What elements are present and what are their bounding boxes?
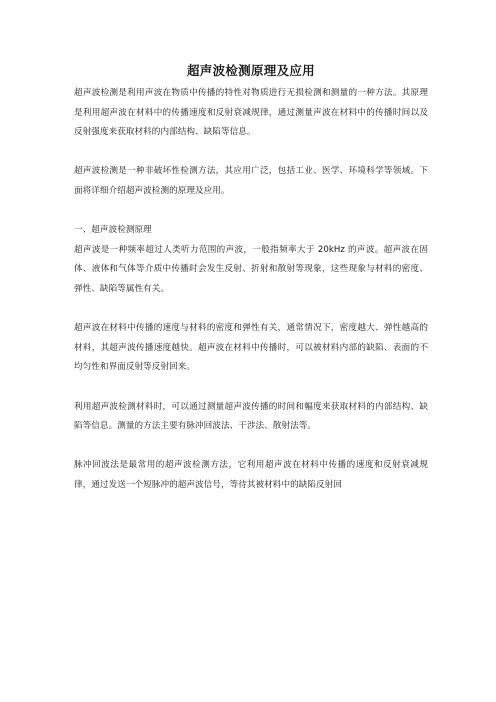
paragraph-spacer xyxy=(74,202,428,222)
paragraph-measurement-methods: 利用超声波检测材料时，可以通过测量超声波传播的时间和幅度来获取材料的内部结构、缺陷等信息。测量的方法主要有脉冲回波法、干涉法、散射法等。 xyxy=(74,401,428,432)
paragraph-spacer xyxy=(74,143,428,163)
paragraph-spacer xyxy=(74,437,428,457)
paragraph-spacer xyxy=(74,378,428,398)
document-title: 超声波检测原理及应用 xyxy=(186,63,315,78)
paragraph-propagation-speed: 超声波在材料中传播的速度与材料的密度和弹性有关，通常情况下，密度越大、弹性越高的材料，其超声波传播速度越快。超声波在材料中传播时，可以被材料内部的缺陷、表面的不均匀性和界面反射等反射回来。 xyxy=(74,323,428,373)
section-heading: 一、超声波检测原理 xyxy=(74,225,152,236)
paragraph-intro: 超声波检测是利用声波在物质中传播的特性对物质进行无损检测和测量的一种方法。其原理是利用超声波在材料中的传播速度和反射衰减规律，通过测量声波在材料中的传播时间以及反射强度来获取材料的内部结构、缺陷等信息。 xyxy=(74,88,428,138)
paragraph-spacer xyxy=(74,300,428,320)
paragraph-ultrasound-definition: 超声波是一种频率超过人类听力范围的声波，一般指频率大于 20kHz 的声波。超声波在固体、液体和气体等介质中传播时会发生反射、折射和散射等现象，这些现象与材料的密度、弹性、缺陷等属性有关。 xyxy=(74,244,428,294)
paragraph-overview: 超声波检测是一种非破坏性检测方法，其应用广泛，包括工业、医学、环境科学等领域。下面将详细介绍超声波检测的原理及应用。 xyxy=(74,166,428,196)
paragraph-pulse-echo: 脉冲回波法是最常用的超声波检测方法，它利用超声波在材料中传播的速度和反射衰减规律，通过发送一个短脉冲的超声波信号，等待其被材料中的缺陷反射回 xyxy=(74,460,428,490)
